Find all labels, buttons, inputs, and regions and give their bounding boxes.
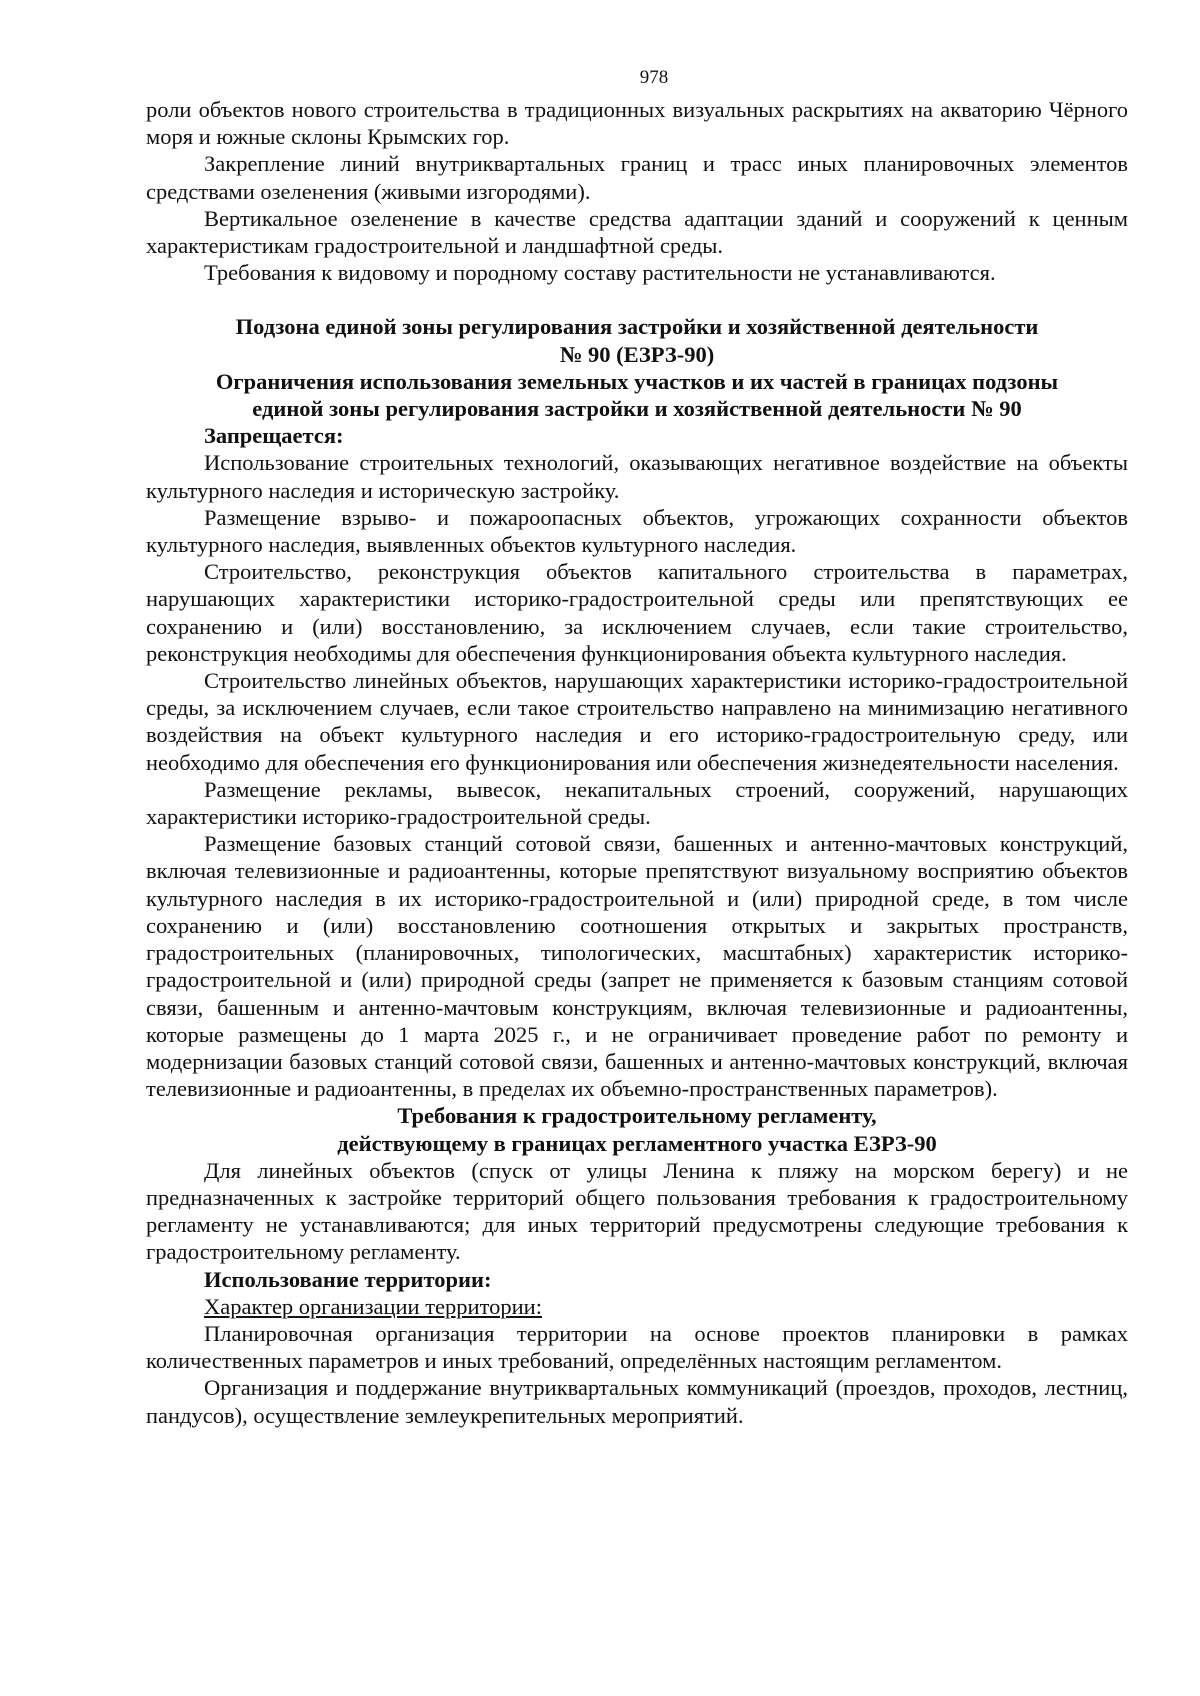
prohibited-item: Размещение рекламы, вывесок, некапитальных строений, сооружений, нарушающих характеристики историко-градостроительной среды. [146, 776, 1128, 830]
regulation-intro: Для линейных объектов (спуск от улицы Ленина к пляжу на морском берегу) и не предназначенных к застройке территорий общего пользования требования к градостроительному регламенту не устанавливаются; для иных территорий предусмотрены следующие требования к градостроительному регламенту. [146, 1157, 1128, 1265]
subzone-title: Подзона единой зоны регулирования застройки и хозяйственной деятельности [235, 314, 1039, 340]
restrictions-title-line2: единой зоны регулирования застройки и хозяйственной деятельности № 90 [252, 396, 1022, 422]
territory-character-heading [146, 1293, 1128, 1320]
document-page [146, 66, 1128, 1429]
prohibited-label: Запрещается: [204, 423, 344, 449]
territory-item: Организация и поддержание внутриквартальных коммуникаций (проездов, проходов, лестниц, пандусов), осуществление землеукрепительных мероприятий. [146, 1375, 1128, 1428]
prohibited-item: Размещение базовых станций сотовой связи, башенных и антенно-мачтовых конструкций, включая телевизионные и радиоантенны, которые препятствуют визуальному восприятию объектов культурного наследия в их историко-градостроительной и (или) природной среде, в том числе сохранению и (или) восстановлению соотношения открытых и закрытых пространств, градостроительных (планировочных, типологических, масштабных) характеристик историко-градостроительной и (или) природной среды (запрет не применяется к базовым станциям сотовой связи, башенным и антенно-мачтовым конструкциям, включая телевизионные и радиоантенны, которые размещены до 1 марта 2025 г., и не ограничивает проведение работ по ремонту и модернизации базовых станций сотовой связи, башенных и антенно-мачтовых конструкций, включая телевизионные и радиоантенны, в пределах их объемно-пространственных параметров). [146, 831, 1128, 1102]
prohibited-item: Строительство линейных объектов, нарушающих характеристики историко-градостроительной среды, за исключением случаев, если такое строительство направлено на минимизацию негативного воздействия на объект культурного наследия и его историко-градостроительную среду, или необходимо для обеспечения его функционирования или обеспечения жизнедеятельности населения. [146, 668, 1128, 775]
intro-paragraph: Требования к видовому и породному составу растительности не устанавливаются. [204, 260, 996, 286]
prohibited-item: Строительство, реконструкция объектов капитального строительства в параметрах, нарушающих характеристики историко-градостроительной среды или препятствующих ее сохранению и (или) восстановлению, за исключением случаев, если такие строительство, реконструкция необходимы для обеспечения функционирования объекта культурного наследия. [146, 559, 1128, 666]
territory-item: Планировочная организация территории на основе проектов планировки в рамках количественных параметров и иных требований, определённых настоящим регламентом. [146, 1320, 1128, 1374]
intro-paragraph: Вертикальное озеленение в качестве средства адаптации зданий и сооружений к ценным характеристикам градостроительной и ландшафтной среды. [146, 205, 1128, 259]
prohibited-item: Использование строительных технологий, оказывающих негативное воздействие на объекты культурного наследия и историческую застройку. [146, 450, 1128, 503]
territory-use-label: Использование территории: [204, 1266, 492, 1292]
intro-paragraph-continuation: роли объектов нового строительства в традиционных визуальных раскрытиях на акваторию Чёрного моря и южные склоны Крымских гор. [146, 97, 1128, 150]
regulation-title: Требования к градостроительному регламенту, [397, 1103, 877, 1129]
page-number: 978 [639, 67, 669, 88]
subzone-title-number: № 90 (ЕЗРЗ-90) [559, 341, 715, 367]
regulation-title-line2: действующему в границах регламентного участка ЕЗРЗ-90 [337, 1130, 937, 1156]
territory-character-label: Характер организации территории: [204, 1293, 542, 1319]
intro-paragraph: Закрепление линий внутриквартальных границ и трасс иных планировочных элементов средствами озеленения (живыми изгородями). [146, 151, 1128, 204]
restrictions-title: Ограничения использования земельных участков и их частей в границах подзоны [215, 368, 1059, 394]
prohibited-item: Размещение взрыво- и пожароопасных объектов, угрожающих сохранности объектов культурного наследия, выявленных объектов культурного наследия. [146, 504, 1128, 558]
